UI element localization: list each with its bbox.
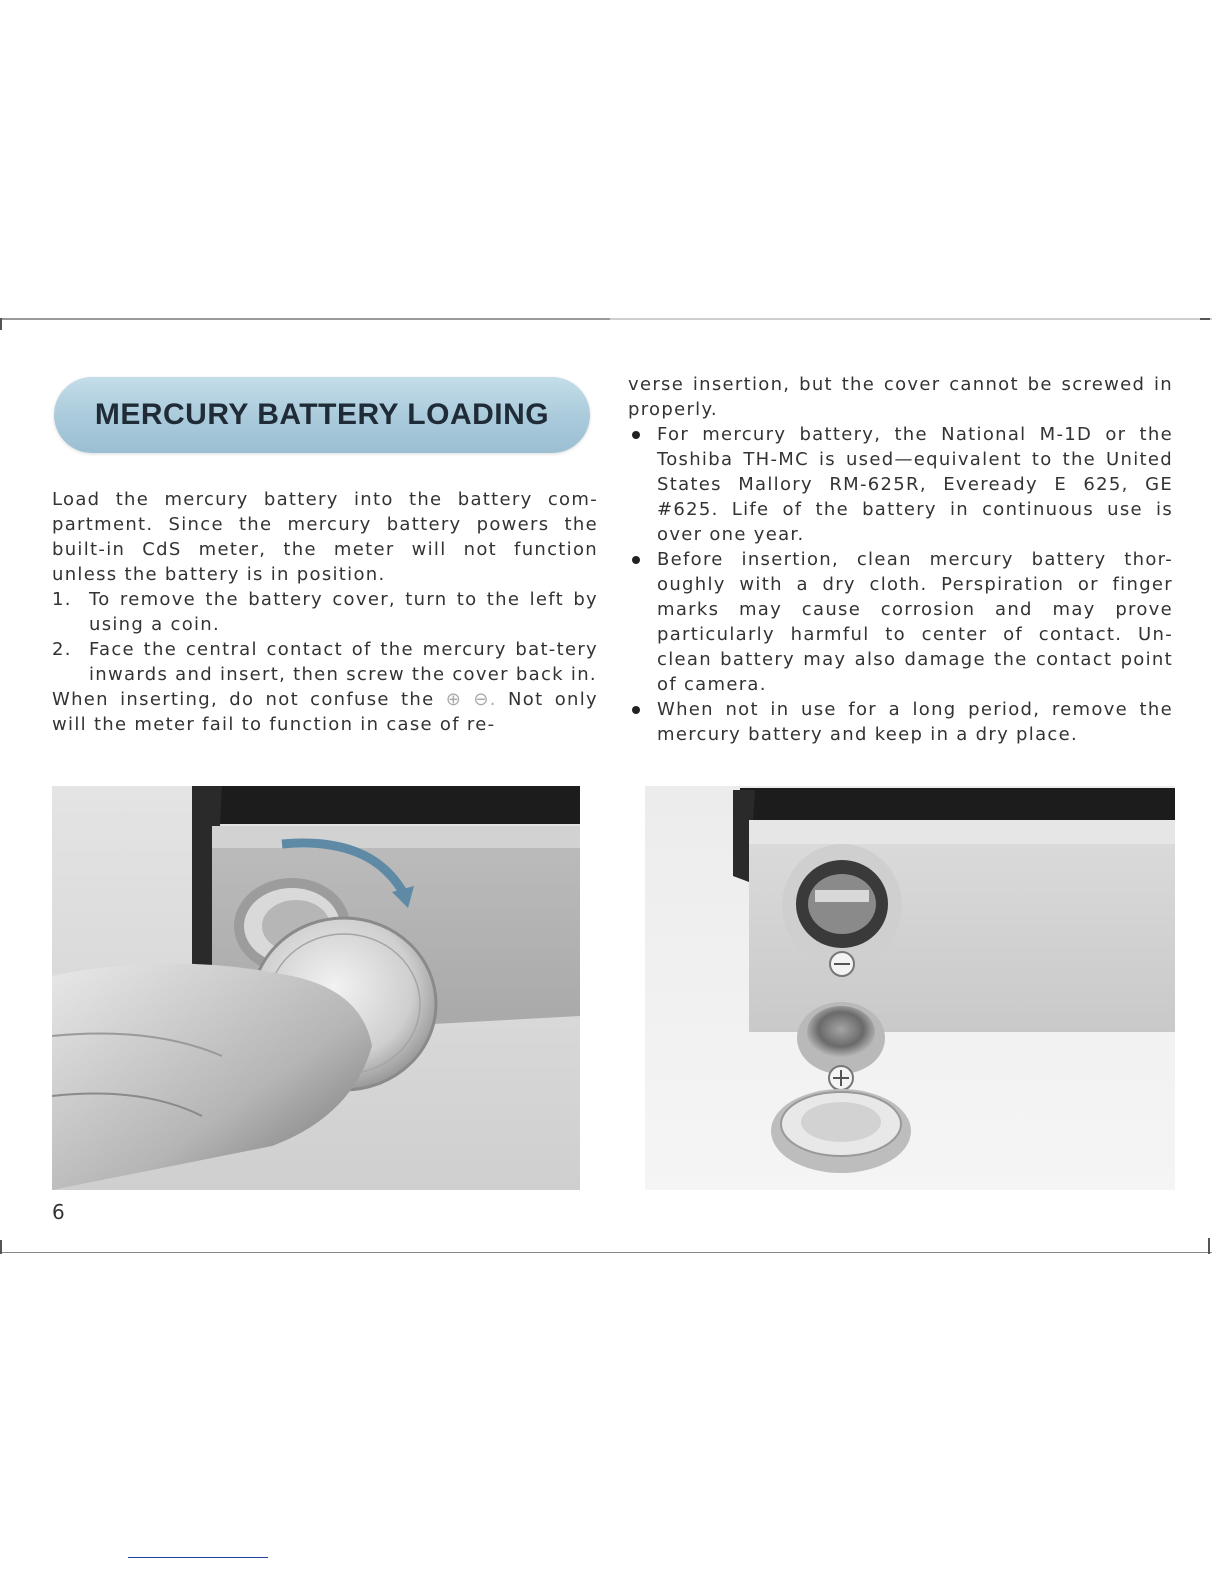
crop-mark-bottom-right: [1208, 1238, 1210, 1254]
step-item: [52, 637, 598, 687]
intro-paragraph: Load the mercury battery into the battery com-partment. Since the mercury battery powers the built-in CdS meter, the meter will not function unless the battery is in position.: [52, 489, 598, 585]
crop-mark-top-right: [1200, 318, 1210, 320]
warning-paragraph: [52, 687, 598, 737]
step-text: Face the central contact of the mercury bat-tery inwards and insert, then screw the cover back in.: [89, 639, 598, 685]
photo-coin-removing-cover: [52, 786, 580, 1190]
bullet-item: [628, 422, 1173, 547]
crop-mark-bottom-left: [0, 1240, 2, 1254]
continuation-paragraph: verse insertion, but the cover cannot be screwed in properly.: [628, 374, 1173, 420]
right-text-column: [628, 372, 1173, 747]
bullet-item: [628, 697, 1173, 747]
step-number: 2.: [52, 639, 72, 660]
step-item: [52, 587, 598, 637]
page-border-top-dark: [0, 318, 610, 320]
warning-text-end: Not only will the meter fail to function in case of re-: [52, 689, 598, 735]
page-border-bottom: [0, 1252, 1212, 1253]
bullet-dot-icon: [628, 547, 657, 697]
bullet-item: [628, 547, 1173, 697]
bullet-text: For mercury battery, the National M-1D or the Toshiba TH-MC is used—equivalent to the United States Mallory RM-625R, Eveready E 625, GE #625. Life of the battery in continuous use is over one year.: [657, 424, 1173, 545]
section-title-banner: [54, 377, 590, 453]
warning-text-start: When inserting, do not confuse the: [52, 689, 435, 710]
polarity-symbols: ⊕ ⊖.: [445, 689, 497, 710]
section-title: MERCURY BATTERY LOADING: [94, 398, 550, 431]
step-text: To remove the battery cover, turn to the left by using a coin.: [89, 589, 598, 635]
bottom-rule: [128, 1557, 268, 1558]
bullet-text: Before insertion, clean mercury battery thor-oughly with a dry cloth. Perspiration or finger marks may cause corrosion and may prove particularly harmful to center of contact. Un-clean battery may also damage the contact point of camera.: [657, 549, 1173, 695]
crop-mark-top-left: [0, 318, 2, 330]
left-text-column: [52, 487, 598, 737]
bullet-dot-icon: [628, 697, 657, 747]
bullet-text: When not in use for a long period, remove the mercury battery and keep in a dry place.: [657, 699, 1173, 745]
step-number: 1.: [52, 589, 72, 610]
bullet-dot-icon: [628, 422, 657, 547]
page-number: 6: [52, 1200, 65, 1224]
photo-battery-and-cover: [645, 786, 1175, 1190]
